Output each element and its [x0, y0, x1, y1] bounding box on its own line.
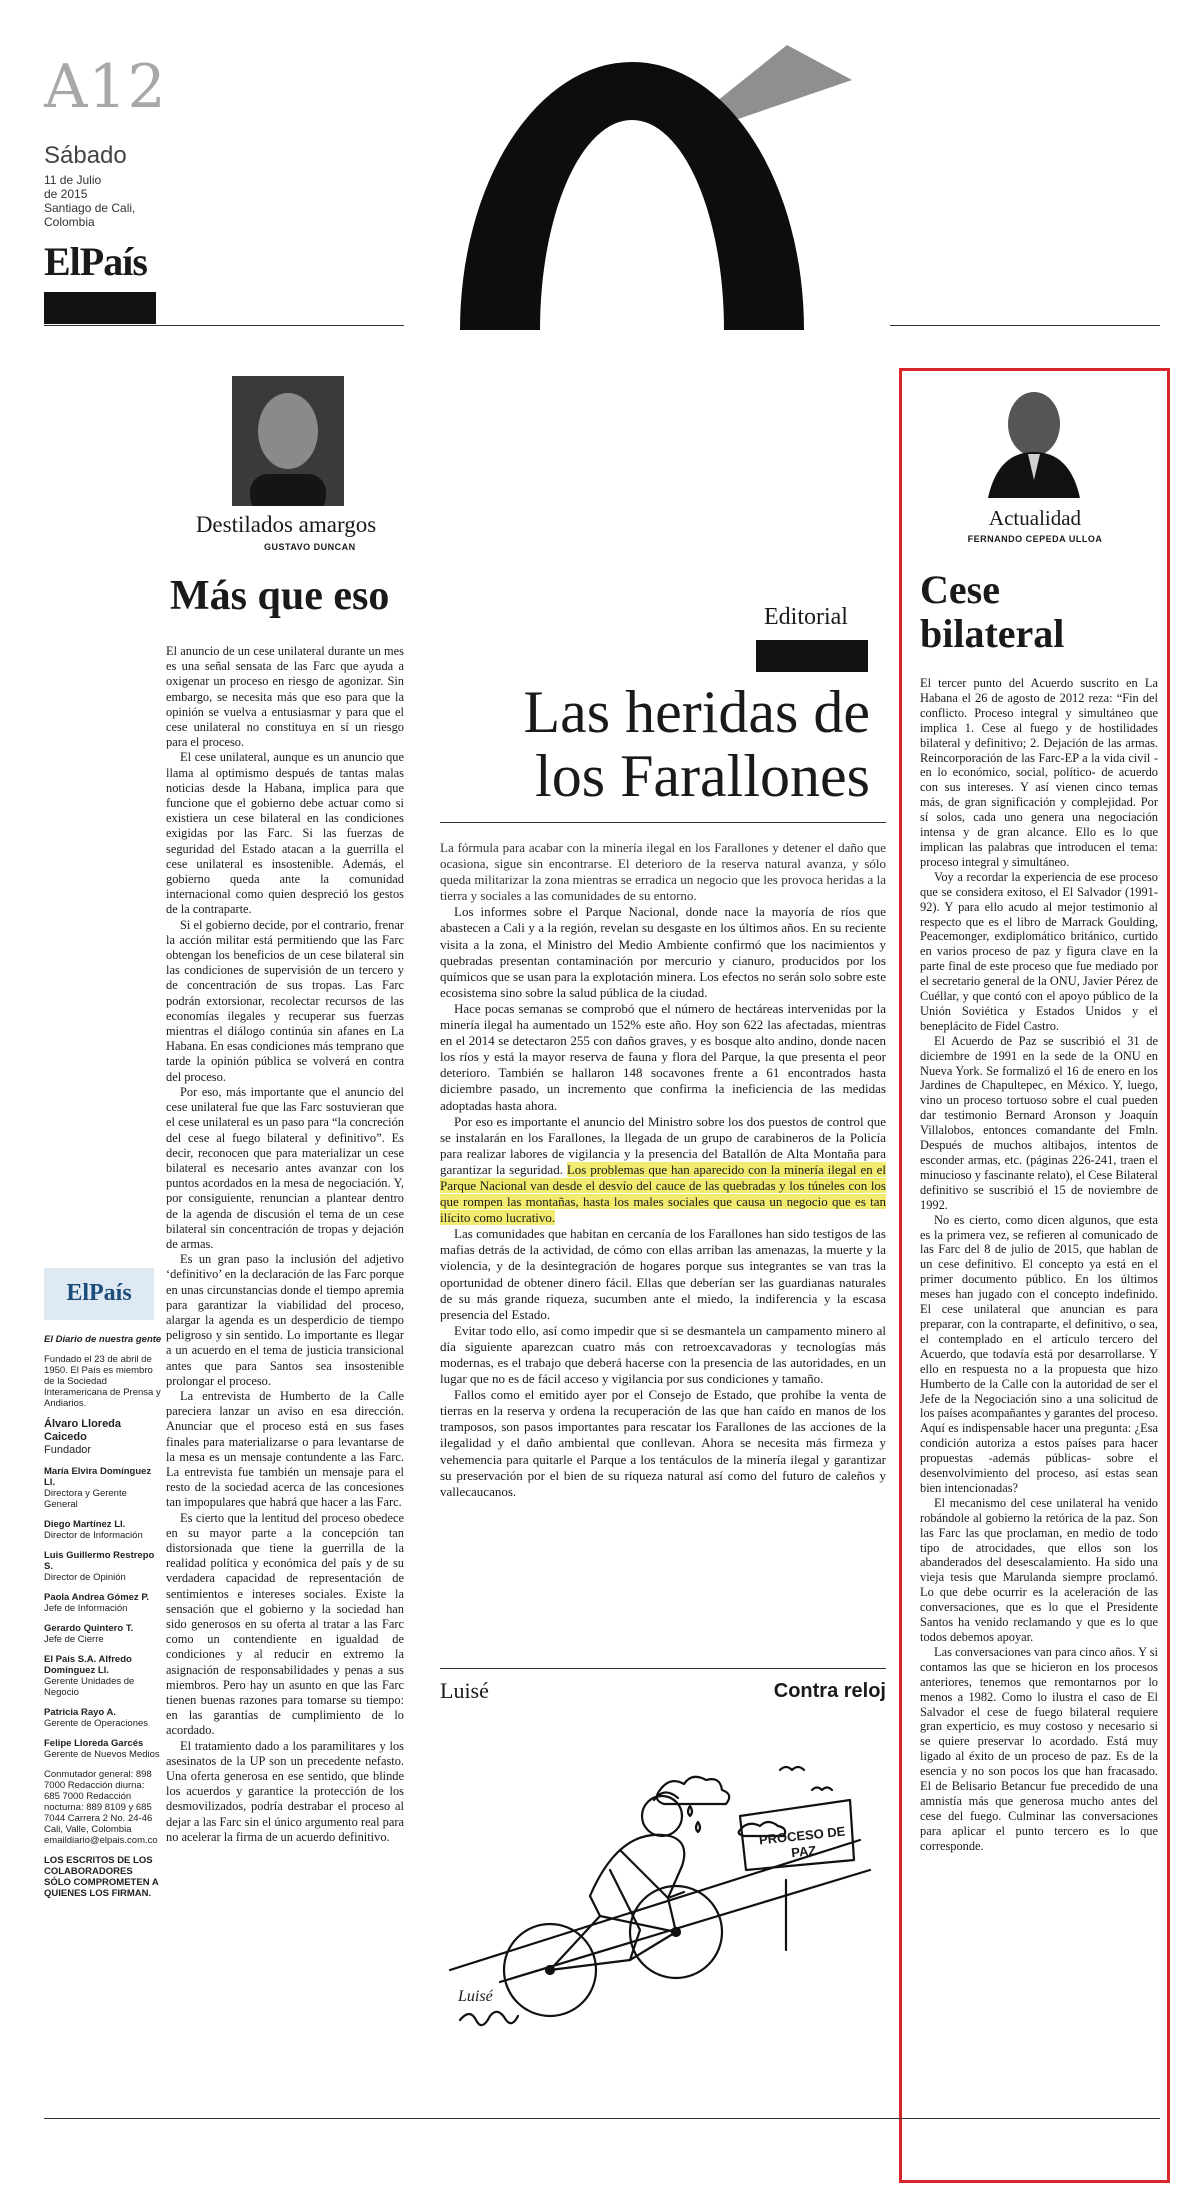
staff-name: Gerardo Quintero T.: [44, 1623, 134, 1634]
date-line: Santiago de Cali,: [44, 201, 136, 215]
masthead-disclaimer: LOS ESCRITOS DE LOS COLABORADORES SÓLO COMPROMETEN A QUIENES LOS FIRMAN.: [44, 1855, 159, 1899]
staff-role: Gerente Unidades de Negocio: [44, 1676, 135, 1698]
editorial-body: [440, 840, 886, 1500]
staff-role: Jefe de Información: [44, 1603, 128, 1614]
masthead-contact: Conmutador general: 898 7000 Redacción diurna: 685 7000 Redacción nocturna: 889 8109 y 685 7044 Carrera 2 No. 24-46 Cali, Valle, Colombia emaildiario@elpais.com.co: [44, 1769, 158, 1846]
date-day: Sábado: [44, 142, 127, 169]
cartoon-artist: Luisé: [440, 1678, 489, 1703]
paragraph: El Acuerdo de Paz se suscribió el 31 de diciembre de 1991 en la sede de la ONU en Nueva York. Se formalizó el 16 de enero en los Jardines de Chapultepec, en México. Y, luego, vino un proceso tortuoso sobre el cual pueden dar testimonio Bernard Aronson y Joaquín Villalobos, entonces comandante del Fmln. Después de muchos altibajos, intentos de esconder armas, etc. (páginas 226-241, traen el minucioso y fascinante relato), el Cese Bilateral definitivo se suscribió el 15 de noviembre de 1992.: [920, 1033, 1158, 1212]
masthead: [44, 1334, 162, 1908]
masthead-founded: Fundado el 23 de abril de 1950. El País es miembro de la Sociedad Interamericana de Prensa y Andiarios.: [44, 1354, 161, 1409]
section-actualidad: Actualidad: [988, 506, 1082, 530]
staff-role: Directora y Gerente General: [44, 1488, 127, 1510]
date-block: [44, 173, 135, 229]
staff-role: Gerente de Nuevos Medios: [44, 1749, 160, 1760]
staff-role: Director de Opinión: [44, 1572, 126, 1583]
editorial-lede: La fórmula para acabar con la minería ilegal en los Farallones y detener el daño que ocasiona, sigue sin encontrarse. El deterioro de la reserva natural avanza, y sólo queda militarizar la zona mientras se erradica un negocio que les provoca heridas a la tierra y sociales a las comunidades de su entorno.: [440, 840, 886, 904]
byline-duncan: GUSTAVO DUNCAN: [264, 542, 356, 552]
redacted-bar: [44, 292, 156, 324]
staff-name: Patricia Rayo A.: [44, 1707, 116, 1718]
masthead-logo: ElPaís: [66, 1280, 132, 1306]
article-body-cepeda: [920, 676, 1158, 1854]
staff-name: Felipe Lloreda Garcés: [44, 1738, 144, 1749]
big-o-graphic: [452, 40, 884, 330]
cartoon-title: Contra reloj: [773, 1680, 886, 1702]
staff-name: Luis Guillermo Restrepo S.: [44, 1550, 155, 1572]
paragraph: Las conversaciones van para cinco años. Y si contamos las que se hicieron en los procesos anteriores, tenemos que remontarnos por lo menos a 1982. Como lo ilustra el caso de El Salvador el cese de fuego bilateral requiere gran experticio, es muy costoso y necesario si se quiere preservar lo acordado. Está muy ligado al éxito de un proceso de paz. Es de la esencia y no son pocos los que han fracasado. El de Belisario Betancur fue precedido de una amnistía más que generosa mucho antes del cese del fuego. Culminar las conversaciones para aplicar el punto tercero es lo que corresponde.: [920, 1644, 1158, 1853]
editorial-headline: [440, 680, 870, 808]
big-o-icon: [452, 40, 884, 330]
staff-role: Gerente de Operaciones: [44, 1718, 149, 1729]
portrait-icon: [980, 376, 1088, 498]
staff-name: El País S.A. Alfredo Domínguez Ll.: [44, 1654, 132, 1676]
bottom-rule: [44, 2118, 1160, 2119]
paragraph: Hace pocas semanas se comprobó que el número de hectáreas intervenidas por la minería ilegal ha aumentado un 152% este año. Hoy son 622 las afectadas, mientras en el 2014 se detectaron 255 con daños graves, y es bosque alto andino, donde nacen los ríos y está la mayor reserva de fauna y flora del Parque, la que presenta el peor deterioro. También se hallaron 148 socavones frente a 61 encontrados hasta diciembre pasado, un incremento que confirma la ineficiencia de las medidas adoptadas hasta ahora.: [440, 1000, 886, 1113]
paragraph-highlighted: [440, 1114, 886, 1227]
date-line: de 2015: [44, 187, 88, 201]
section-destilados: Destilados amargos: [195, 512, 377, 537]
staff-role: Director de Información: [44, 1530, 143, 1541]
paragraph: Evitar todo ello, así como impedir que si se desmantela un campamento minero al día siguiente aparezcan cuatro más con retroexcavadoras y tecnologías más modernas, es el trabajo que deberá hacerse con la presencia de las autoridades, en un lugar que no es de fácil acceso y vigilancia por sus condiciones y tamaño.: [440, 1322, 886, 1387]
editorial-label: Editorial: [764, 604, 848, 630]
date-line: Colombia: [44, 215, 95, 229]
staff-name: Diego Martínez Ll.: [44, 1519, 126, 1530]
paragraph: Las comunidades que habitan en cercanía de los Farallones han sido testigos de las mafias detrás de la actividad, de cómo con ellas arriban las amenazas, la muerte y la violencia, y de la desintegración de hogares porque sus integrantes se van tras la oportunidad de obtener dinero fácil. Ellas que deberían ser las guardianas naturales de su más grande riqueza, sucumben ante el miedo, la indiferencia y la escasa presencia del Estado.: [440, 1226, 886, 1322]
portrait-icon: [232, 376, 344, 506]
paragraph: Voy a recordar la experiencia de ese proceso que se considera exitoso, el El Salvador (1991-92). Y para ello acudo al mejor testimonio al respecto que es el libro de Marrack Goulding, Peacemonger, exdiplomático británico, curtido en varios proceso de paz y figura clave en la parte final de este proceso que fue mediado por el secretario general de la ONU, Javier Pérez de Cuéllar, y que contó con el apoyo público de la Unión Soviética y Estados Unidos y el beneplácito de Fidel Castro.: [920, 869, 1158, 1033]
author-photo-cepeda: [980, 376, 1088, 498]
cartoon-drawing: [440, 1720, 886, 2050]
byline-cepeda: FERNANDO CEPEDA ULLOA: [967, 534, 1103, 544]
date-line: 11 de Julio: [44, 173, 102, 187]
headline-mas-que-eso: Más que eso: [170, 573, 390, 619]
paragraph: Es un gran paso la inclusión del adjetivo ‘definitivo’ en la declaración de las Farc porque en unas circunstancias donde el tiempo apremia para garantizar la viabilidad del proceso, alargar la agenda es un desperdicio de tiempo peligroso y sin sentido. Lo importante es llegar a un acuerdo en el tema de justicia transicional antes que para Santos sea insostenible prolongar el proceso.: [166, 1252, 404, 1388]
paragraph: Si el gobierno decide, por el contrario, frenar la acción militar está permitiendo que las Farc obtengan los beneficios de un cese bilateral sin las condiciones de supervisión de un tercero y de concentración de sus tropas. Las Farc podrán extorsionar, recolectar recursos de las economías ilegales y recuperar sus fuerzas mientras el diálogo continúa sin afanes en La Habana. En esas condiciones más temprano que tarde la opinión pública se volverá en contra del proceso.: [166, 917, 404, 1084]
cartoon-sign-text: PROCESO DE PAZ: [758, 1823, 847, 1861]
paragraph: El cese unilateral, aunque es un anuncio que llama al optimismo después de tantas malas noticias desde la Habana, implica para que funcione que el gobierno debe actuar como si existiera un cese bilateral en las condiciones exigidas por las Farc. Si las fuerzas de seguridad del Estado atacan a la guerrilla el cese unilateral es insostenible. Además, el gobierno queda ante la comunidad internacional como quien despreció los gestos de la contraparte.: [166, 750, 404, 917]
headline-line: Las heridas de: [523, 679, 870, 745]
highlighted-sentence: Los problemas que han aparecido con la minería ilegal en el Parque Nacional van desde el desvío del cauce de las quebradas y los túneles con los que rompen las montañas, hasta los males sociales que causa un negocio que es tan ilícito como lucrativo.: [440, 1161, 886, 1226]
top-rule-right: [890, 325, 1160, 326]
paragraph: El tercer punto del Acuerdo suscrito en La Habana el 26 de agosto de 2012 reza: “Fin del conflicto. Proceso integral y simultáneo que implica 1. Cese al fuego y de hostilidades bilateral y definitivo; 2. Dejación de las armas. Reincorporación de las Farc-EP a la vida civil -en lo económico, social, político- de acuerdo con sus intereses. Y así vienen cinco temas más, de gran significación y complejidad. Por sí solos, cada uno genera una negociación intensa y de gran alcance. Ello es lo que implican las palabras que introducen el tema: proceso integral y simultáneo.: [920, 676, 1158, 869]
article-body-duncan: [166, 644, 404, 1845]
page-number: A12: [44, 52, 167, 122]
editorial-redacted-bar: [756, 640, 868, 672]
headline-line: Cese: [920, 567, 1000, 612]
paragraph: El mecanismo del cese unilateral ha venido robándole al gobierno la retórica de la paz. Son las Farc las que proclaman, en medio de todo tipo de atrocidades, que ellos son los abanderados del desescalamiento. Ha sido una vieja tesis que Marulanda siempre proclamó. Lo que debe ocurrir es la aceleración de las conversaciones, que es lo que el Presidente Santos ha venido reclamando y que es lo que todos debemos apoyar.: [920, 1495, 1158, 1644]
paragraph: Fallos como el emitido ayer por el Consejo de Estado, que prohíbe la venta de tierras en la reserva y ordena la recuperación de las que han caído en manos de los tramposos, son pasos importantes para rescatar los Farallones de las acciones de la ilegalidad y el daño ambiental que conllevan. Ahora se necesita más firmeza y vehemencia para quitarle el Parque a los tentáculos de la minería ilegal y garantizar su preservación por el bien de su riqueza natural así como del futuro de caleños y vallecaucanos.: [440, 1387, 886, 1499]
author-photo-duncan: [232, 376, 344, 506]
headline-cese-bilateral: [920, 568, 1064, 656]
cartoon-signature: Luisé: [458, 1988, 493, 2005]
editorial-rule: [440, 822, 886, 823]
paragraph: Por eso, más importante que el anuncio del cese unilateral fue que las Farc sostuvieran que el cese unilateral es un paso para “la concreción del cese al fuego bilateral y definitivo”. Es decir, reconocen que para materializar un cese bilateral es necesario antes avanzar con los puntos acordados en la mesa de negociación. Y, por consiguiente, renuncian a plantear dentro de la agenda de discusión el tema de un cese bilateral sin concentración de tropas y dejación de armas.: [166, 1084, 404, 1251]
masthead-logo-box: [44, 1268, 154, 1320]
paragraph: Los informes sobre el Parque Nacional, donde nace la mayoría de ríos que abastecen a Cali y a la región, revelan su desgaste en los últimos años. En su reciente visita a la zona, el Ministro del Medio Ambiente confirmó que los nacimientos y quebradas presentan contaminación por mercurio y cianuro, producidos por los químicos que se usan para la explotación minera. Los efectos no serán solo sobre este ecosistema sino sobre la salud pública de la ciudad.: [440, 904, 886, 1000]
founder-title: Fundador: [44, 1444, 92, 1456]
staff-name: Paola Andrea Gómez P.: [44, 1592, 150, 1603]
paragraph: El anuncio de un cese unilateral durante un mes es una señal sensata de las Farc que ayuda a oxigenar un proceso en riesgo de agonizar. Sin embargo, se necesita más que eso para que la opinión se vuelva a entusiasmar y para que el cese unilateral no constituya en sí un riesgo para el proceso.: [166, 644, 404, 750]
paragraph: El tratamiento dado a los paramilitares y los asesinatos de la UP son un precedente nefasto. Una oferta generosa en ese sentido, que blinde los acuerdos y garantice la protección de los desmovilizados, podría destrabar el proceso al dejar a las Farc sin el único argumento real para no acelerar la firma de un acuerdo definitivo.: [166, 1738, 404, 1844]
cyclist-cartoon-icon: [440, 1720, 886, 2050]
logo: ElPaís: [44, 239, 147, 284]
paragraph-text: Por eso es importante el anuncio del Ministro sobre los dos puestos de control que se instalarán en los Farallones, la llegada de un grupo de carabineros de la Policía para realizar labores de vigilancia y la presencia del Batallón de Alta Montaña para garantizar la seguridad.: [440, 1113, 886, 1177]
staff-name: María Elvira Domínguez Ll.: [44, 1466, 152, 1488]
headline-line: los Farallones: [535, 743, 870, 809]
staff-role: Jefe de Cierre: [44, 1634, 104, 1645]
paragraph: No es cierto, como dicen algunos, que esta es la primera vez, se refieren al comunicado de las Farc del 8 de julio de 2015, que hablan de un cese definitivo. El concepto ya está en el primer documento público. En los últimos meses han jugado con el concepto indefinido. El cese unilateral que anuncian es para preparar, con la contraparte, el definitivo, o sea, el contemplado en el artículo tercero del Acuerdo, que todavía está por desarrollarse. Y ello en respuesta no a la propuesta que hizo Humberto de la Calle con la autoridad de ser el Jefe de la Negociación sino a una solicitud de los países acompañantes y garantes del proceso. Aquí es indispensable hacer una pregunta: ¿Esa condición autoriza a estos países para hacer propuestas -además públicas- sobre el desenvolvimiento del proceso, así estas sean bien intencionadas?: [920, 1212, 1158, 1495]
headline-line: bilateral: [920, 611, 1065, 656]
paragraph: Es cierto que la lentitud del proceso obedece en su mayor parte a la concepción tan distorsionada que tiene la guerrilla de la realidad política y económica del país y de su verdadera capacidad de representación de sentimientos e intereses sociales. Existe la sensación que el gobierno y la sociedad han sido generosos en su oferta al tratar a las Farc como un contendiente en igualdad de condiciones y al reducir en extremo la asignación de responsabilidades y penas a sus miembros. Pero hay un asunto en que las Farc tienen buenas razones para tomarse su tiempo: en las garantías de cumplimiento de lo acordado.: [166, 1510, 404, 1738]
paragraph: La entrevista de Humberto de la Calle pareciera lanzar un aviso en esa dirección. Anunciar que el proceso está en sus fases finales para materializarse o para levantarse de la mesa es un mensaje contundente a las Farc. La entrevista fue también un mensaje para el resto de la sociedad acerca de las concesiones tan impopulares que habrá que hacer a las Farc.: [166, 1388, 404, 1510]
founder-name: Álvaro Lloreda Caicedo: [44, 1418, 122, 1443]
top-rule-left: [44, 325, 404, 326]
cartoon-rule: [440, 1668, 886, 1669]
masthead-tagline: El Diario de nuestra gente: [44, 1334, 162, 1345]
